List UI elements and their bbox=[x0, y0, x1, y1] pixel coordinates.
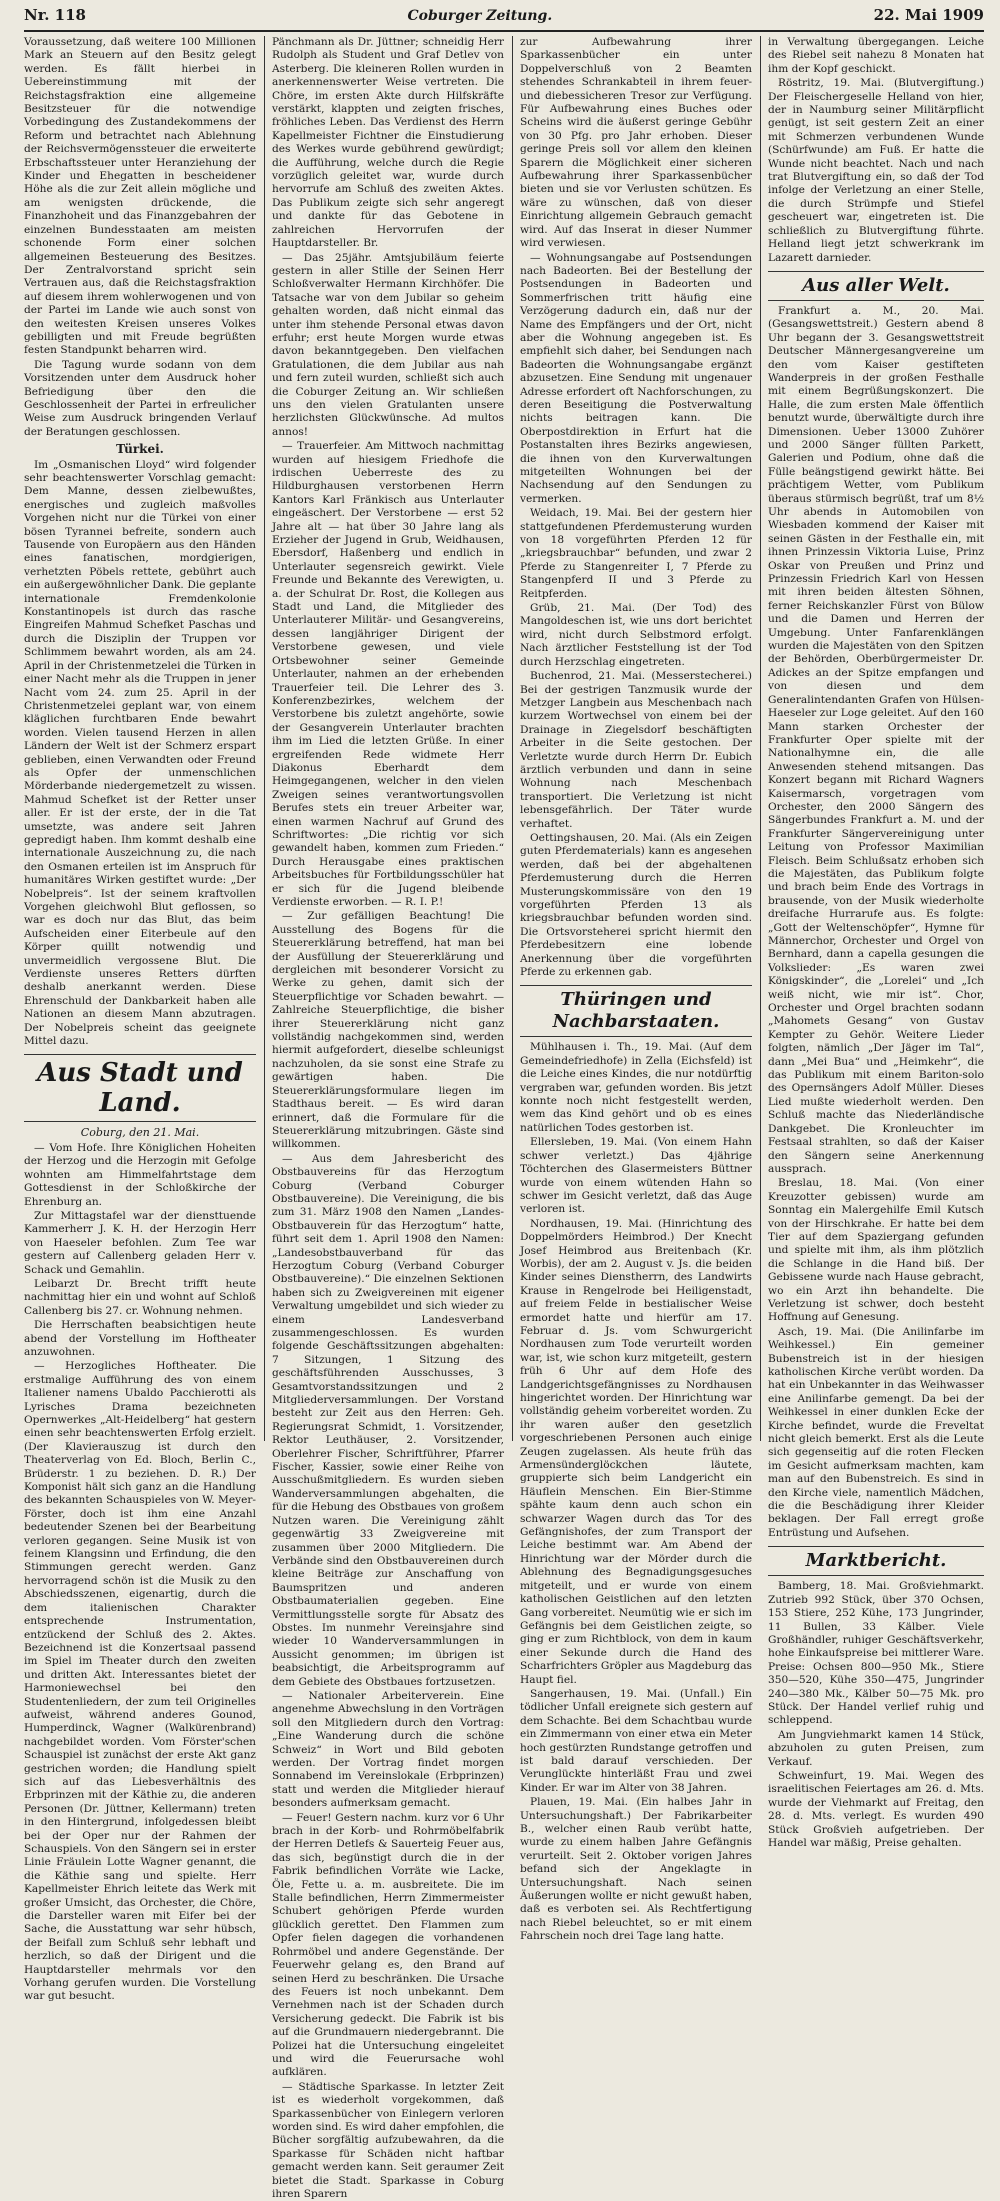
article-text: — Wohnungsangabe auf Postsendungen nach Badeorten. Bei der Bestellung der Postsendungen in Badeorten und Sommerfrischen tritt häufig eine Verzögerung dadurch ein, daß nur der Name des Empfängers und der Ort, nicht aber die Wohnung angegeben ist. Es empfiehlt sich daher, bei Sendungen nach Badeorten die Wohnungsangabe ergänzt abzusetzen. Eine Sendung mit ungenauer Adresse erfordert oft Nachforschungen, zu deren Beseitigung die Postverwaltung nichts beitragen kann. Die Oberpostdirektion in Erfurt hat die Postanstalten ihres Bezirks angewiesen, die ihnen von den Kurverwaltungen mitgeteilten Wohnungen bei der Nachsendung auf den Sendungen zu vermerken. bbox=[520, 251, 752, 505]
article-text: Nordhausen, 19. Mai. (Hinrichtung des Doppelmörders Heimbrod.) Der Knecht Josef Heimbrod aus Breitenbach (Kr. Worbis), der am 2. August v. Js. die beiden Kinder seines Dienstherrn, des Landwirts Krause in Rengelrode bei Heiligenstadt, auf freiem Felde in bestialischer Weise ermordet hatte und hierfür am 17. Februar d. Js. vom Schwurgericht Nordhausen zum Tode verurteilt worden war, ist, wie schon kurz mitgeteilt, gestern früh 6 Uhr auf dem Hofe des Landgerichtsgefängnisses zu Nordhausen hingerichtet worden. Der Hinrichtung war vollständig geheim vorbereitet worden. Zu ihr waren außer den gesetzlich vorgeschriebenen Personen auch einige Zeugen zugelassen. Als heute früh das Armensünderglöckchen läutete, gruppierte sich beim Landgericht ein Häuflein Menschen. Ein Bier-Stimme spähte kaum denn auch schon ein schwarzer Wagen durch das Tor des Gefängnishofes, der zum Transport der Leiche bestimmt war. Am Abend der Hinrichtung war der Mörder durch die Ablehnung des Begnadigungsgesuches mitgeteilt, und er wurde von einem katholischen Geistlichen auf den letzten Gang vorbereitet. Neumütig wie er sich im Gefängnis bei dem Geistlichen zeigte, so ging er zum Richtblock, von dem in kaum einer Sekunde durch die Hand des Scharfrichters Gröpler aus Magdeburg das Haupt fiel. bbox=[520, 1217, 752, 1686]
columns bbox=[24, 36, 984, 2200]
column-rule bbox=[760, 36, 761, 1441]
article-text: in Verwaltung übergegangen. Leiche des Riebel seit nahezu 8 Monaten hat ihm der Kopf geschickt. bbox=[768, 36, 984, 75]
article-text: Sangerhausen, 19. Mai. (Unfall.) Ein tödlicher Unfall ereignete sich gestern auf dem Schachte. Bei dem Schachtbau wurde ein Zimmermann von einer etwa ein Meter hoch gestürzten Rundstange getroffen und ist bald darauf verschieden. Der Verunglückte hinterläßt Frau und zwei Kinder. Er war im Alter von 38 Jahren. bbox=[520, 1687, 752, 1794]
article-text: Frankfurt a. M., 20. Mai. (Gesangswettstreit.) Gestern abend 8 Uhr begann der 3. Gesangswettstreit Deutscher Männergesangvereine um den vom Kaiser gestifteten Wanderpreis in der großen Festhalle mit einem Begrüßungskonzert. Die Halle, die zum ersten Male öffentlich benutzt wurde, überwältigte durch ihre Dimensionen. Ueber 13000 Zuhörer und 2000 Sänger füllten Parkett, Galerien und Podium, ohne daß die Fülle beängstigend gewirkt hätte. Bei prächtigem Wetter, vom Publikum überaus stürmisch begrüßt, traf um 8½ Uhr abends in Automobilen von Wiesbaden kommend der Kaiser mit seinen Gästen in der Festhalle ein, mit ihnen Prinzessin Viktoria Luise, Prinz Oskar von Preußen und Prinz und Prinzessin Friedrich Karl von Hessen mit ihren beiden ältesten Söhnen, ferner Reichskanzler Fürst von Bülow und die Damen und Herren der Umgebung. Unter Fanfarenklängen wurden die Majestäten von den Spitzen der Behörden, Oberbürgermeister Dr. Adickes an der Spitze empfangen und von diesen und dem Generalintendanten Grafen von Hülsen-Haeseler zur Loge geleitet. Auf den 160 Mann starken Orchester der Frankfurter Oper spielte mit der Nationalhymne ein, die alle Anwesenden stehend mitsangen. Das Konzert begann mit Richard Wagners Kaisermarsch, vorgetragen vom Orchester, den 2000 Sängern des Sängerbundes Frankfurt a. M. und der Frankfurter Sängervereinigung unter Leitung von Professor Maximilian Fleisch. Beim Schlußsatz erhoben sich die Majestäten, das Publikum folgte und brach beim Ende des Vortrags in brausende, von der Musik wiederholte dreifache Hurrarufe aus. Es folgte: „Gott der Weltenschöpfer“, Hymne für Männerchor, Orchester und Orgel von Bernhard, dann a capella gesungen die Volkslieder: „Es waren zwei Königskinder“, die „Lorelei“ und „Ich weiß nicht, wie mir ist“. Chor, Orchester und Orgel brachten sodann „Mahomets Gesang“ von Gustav Kempter zu Gehör. Weitere Lieder folgten, nämlich „Der Jäger im Tal“, dann „Mei Bua“ und „Heimkehr“, die das Publikum mit einem Bariton-solo des Opernsängers Adolf Müller. Dieses Lied mußte wiederholt werden. Den Schluß machte das Niederländische Dankgebet. Die Kronleuchter im Festsaal strahlten, so daß der Kaiser den Sängern seine Anerkennung aussprach. bbox=[768, 304, 984, 1175]
article-text: — Nationaler Arbeiterverein. Eine angenehme Abwechslung in den Vorträgen soll den Mitgliedern durch den Vortrag: „Eine Wanderung durch die schöne Schweiz“ in Wort und Bild geboten werden. Der Vortrag findet morgen Sonnabend im Vereinslokale (Erbprinzen) statt und werden die Mitglieder hierauf besonders aufmerksam gemacht. bbox=[272, 1689, 504, 1810]
article-text: Leibarzt Dr. Brecht trifft heute nachmittag hier ein und wohnt auf Schloß Callenberg bis 27. cr. Wohnung nehmen. bbox=[24, 1277, 256, 1317]
article-text: Plauen, 19. Mai. (Ein halbes Jahr in Untersuchungshaft.) Der Fabrikarbeiter B., welcher einen Raub verübt hatte, wurde zu einem halben Jahre Gefängnis verurteilt. Seit 2. Oktober vorigen Jahres befand sich der Angeklagte in Untersuchungshaft. Nach seinen Äußerungen wollte er nicht gewußt haben, daß es verboten sei. Als Rechtfertigung nach Riebel beleuchtet, so er mit einem Fahrschein noch drei Tage lang hatte. bbox=[520, 1796, 752, 1943]
article-text: Bamberg, 18. Mai. Großviehmarkt. Zutrieb 992 Stück, über 370 Ochsen, 153 Stiere, 252 Kühe, 173 Jungrinder, 11 Bullen, 33 Kälber. Viele Großhändler, ruhiger Geschäftsverkehr, hohe Einkaufspreise bei mittlerer Ware. Preise: Ochsen 800—950 Mk., Stiere 350—520, Kühe 350—475, Jungrinder 240—380 Mk., Kälber 50—75 Mk. pro Stück. Der Handel verlief ruhig und schleppend. bbox=[768, 1580, 984, 1727]
column-1 bbox=[24, 36, 256, 2003]
article-text: Pänchmann als Dr. Jüttner; schneidig Herr Rudolph als Student und Graf Detlev von Asterberg. Die kleineren Rollen wurden in anerkennenswerter Weise vertreten. Die Chöre, im ersten Akte durch Hilfskräfte verstärkt, klappten und zeigten frisches, fröhliches Leben. Das Verdienst des Herrn Kapellmeister Fichtner die Einstudierung des Werkes wurde gebührend gewürdigt; die Aufführung, welche durch die Regie vorzüglich geleitet war, wurde durch hervorrufe am Schluß des zweiten Aktes. Das Publikum zeigte sich sehr angeregt und dankte für das Gebotene in zahlreichen Hervorrufen der Hauptdarsteller. Br. bbox=[272, 36, 504, 250]
article-text: — Feuer! Gestern nachm. kurz vor 6 Uhr brach in der Korb- und Rohrmöbelfabrik der Herren Detlefs & Sauerteig Feuer aus, das sich, begünstigt durch die in der Fabrik befindlichen Vorräte wie Lacke, Öle, Fette u. a. m. ausbreitete. Die im Stalle befindlichen, Herrn Zimmermeister Schubert gehörigen Pferde wurden glücklich gerettet. Den Flammen zum Opfer fielen dagegen die vorhandenen Rohrmöbel und andere Gegenstände. Der Feuerwehr gelang es, den Brand auf seinen Herd zu beschränken. Die Ursache des Feuers ist noch unbekannt. Dem Vernehmen nach ist der Schaden durch Versicherung gedeckt. Die Fabrik ist bis auf die Grundmauern niedergebrannt. Die Polizei hat die Untersuchung eingeleitet und wird die Feuerursache wohl aufklären. bbox=[272, 1811, 504, 2079]
article-text: Schweinfurt, 19. Mai. Wegen des israelitischen Feiertages am 26. d. Mts. wurde der Viehmarkt auf Freitag, den 28. d. Mts. verlegt. Es wurden 490 Stück Großvieh aufgetrieben. Der Handel war mäßig, Preise gehalten. bbox=[768, 1769, 984, 1849]
article-text: Oettingshausen, 20. Mai. (Als ein Zeigen guten Pferdematerials) kann es angesehen werden, daß bei der abgehaltenen Pferdemusterung durch die Herren Musterungskommissäre von den 19 vorgeführten Pferden 13 als kriegsbrauchbar befunden worden sind. Die Ortsvorsteherei spricht hiermit den Pferdebesitzern eine lobende Anerkennung über die vorgeführten Pferde zu erkennen gab. bbox=[520, 831, 752, 979]
article-text: Ellersleben, 19. Mai. (Von einem Hahn schwer verletzt.) Das 4jährige Töchterchen des Glasermeisters Büttner wurde von einem wütenden Hahn so schwer im Gesicht verletzt, daß das Auge verloren ist. bbox=[520, 1136, 752, 1216]
article-text: — Aus dem Jahresbericht des Obstbauvereins für das Herzogtum Coburg (Verband Coburger Obstbauvereine). Die Vereinigung, die bis zum 31. März 1908 den Namen „Landes-Obstbauverein für das Herzogtum“ hatte, führt seit dem 1. April 1908 den Namen: „Landesobstbauverband für das Herzogtum Coburg (Verband Coburger Obstbauvereine).“ Die einzelnen Sektionen haben sich zu Zweigvereinen mit eigener Verwaltung umgebildet und sich wieder zu einem Landesverband zusammengeschlossen. Es wurden folgende Geschäftssitzungen abgehalten: 7 Sitzungen, 1 Sitzung des geschäftsführenden Ausschusses, 3 Gesamtvorstandssitzungen und 2 Mitgliederversammlungen. Der Vorstand besteht zur Zeit aus den Herren: Geh. Regierungsrat Schmidt, 1. Vorsitzender, Rektor Leuthäuser, 2. Vorsitzender, Oberlehrer Fischer, Schriftführer, Pfarrer Fischer, Kassier, sowie einer Reihe von Ausschußmitgliedern. Es wurden sieben Wanderversammlungen abgehalten, die für die Hebung des Obstbaues von großem Nutzen waren. Die Vereinigung zählt gegenwärtig 33 Zweigvereine mit zusammen über 2000 Mitgliedern. Die Verbände sind den Obstbauvereinen durch kleine Beiträge zur Anschaffung von Baumspritzen und anderen Obstbaumaterialien gegeben. Eine Vermittlungsstelle sorgte für Absatz des Obstes. Im nunmehr Vereinsjahre sind wieder 10 Wanderversammlungen in Aussicht genommen; im übrigen ist beabsichtigt, die Arbeitsprogramm auf dem Gebiete des Obstbaues fortzusetzen. bbox=[272, 1152, 504, 1688]
section-heading: Aus Stadt und Land. bbox=[24, 1054, 256, 1122]
column-3 bbox=[520, 36, 752, 1943]
article-text: — Herzogliches Hoftheater. Die erstmalige Aufführung des von einem Italiener namens Ubaldo Pacchierotti als Lyrisches Drama bezeichneten Opernwerkes „Alt-Heidelberg“ hat gestern einen sehr beachtenswerten Erfolg erzielt. (Der Klavierauszug ist durch den Theaterverlag von Ed. Bloch, Berlin C., Brüderstr. 1 zu beziehen. D. R.) Der Komponist hält sich ganz an die Handlung des bekannten Schauspieles von W. Meyer-Förster, doch ist ihm eine Anzahl bedeutender Szenen bei der Bearbeitung verloren gegangen. Seine Musik ist von feinem Klangsinn und Erfindung, die den Stimmungen gerecht werden. Ganz hervorragend schön ist die Musik zu den Abschiedsszenen, eigenartig, durch die dem italienischen Charakter entsprechende Instrumentation, entzückend der Schluß des 2. Aktes. Bezeichnend ist die Konzertsaal passend im Spiel im Theater durch den zweiten und dritten Akt. Interessantes bietet der Harmoniewechsel bei den Studentenliedern, der zum teil Originelles aufweist, während anderes Gounod, Humperdinck, Wagner (Walkürenbrand) nachgebildet worden. Vom Förster'schen Schauspiel ist zunächst der erste Akt ganz gestrichen worden; die Handlung spielt sich auf das Liebesverhältnis des Erbprinzen mit der Käthie zu, die anderen Personen (Dr. Jüttner, Kellermann) treten in den Hintergrund, infolgedessen bleibt bei der Oper nur der Rahmen der Schauspiels. Von den Sängern sei in erster Linie Fräulein Lotte Wagner genannt, die die Käthie sang und spielte. Herr Kapellmeister Ehrich leitete das Werk mit großer Umsicht, das Orchester, die Chöre, die Darsteller waren mit Eifer bei der Sache, die Ausstattung war sehr hübsch, der Beifall zum Schluß sehr lebhaft und herzlich, so daß der Dirigent und die Hauptdarsteller mehrmals vor den Vorhang gerufen wurden. Die Vorstellung war gut besucht. bbox=[24, 1360, 256, 2003]
column-4 bbox=[768, 36, 984, 1849]
article-text: — Trauerfeier. Am Mittwoch nachmittag wurden auf hiesigem Friedhofe die irdischen Ueberreste des zu Hildburghausen verstorbenen Herrn Kantors Karl Fränkisch aus Unterlauter eingeäschert. Der Verstorbene — erst 52 Jahre alt — hat über 30 Jahre lang als Erzieher der Jugend in Grub, Weidhausen, Ebersdorf, Haßenberg und endlich in Unterlauter segensreich gewirkt. Viele Freunde und Bekannte des Verewigten, u. a. der Schulrat Dr. Rost, die Kollegen aus Stadt und Land, die Mitglieder des Unterlauterer Militär- und Gesangvereins, dessen langjähriger Dirigent der Verstorbene gewesen, und viele Ortsbewohner seiner Gemeinde Unterlauter, nahmen an der erhebenden Trauerfeier teil. Die Lehrer des 3. Konferenzbezirkes, welchem der Verstorbene bis zuletzt angehörte, sowie der Gesangverein Unterlauter brachten ihm im Lied die letzten Grüße. In einer ergreifenden Rede widmete Herr Diakonus Eberhardt dem Heimgegangenen, welcher in den vielen Zweigen seines verantwortungsvollen Berufes stets ein treuer Arbeiter war, einen warmen Nachruf auf Grund des Schriftwortes: „Die richtig vor sich gewandelt haben, kommen zum Frieden.“ Durch Herausgabe eines praktischen Arbeitsbuches für Fortbildungsschüler hat er sich für die Jugend bleibende Verdienste erworben. — R. I. P.! bbox=[272, 440, 504, 908]
issue-number: Nr. 118 bbox=[24, 6, 86, 24]
article-text: Weidach, 19. Mai. Bei der gestern hier stattgefundenen Pferdemusterung wurden von 18 vorgeführten Pferden 12 für „kriegsbrauchbar“ befunden, und zwar 2 Pferde zu Stangenreiter I, 7 Pferde zu Stangenpferd II und 3 Pferde zu Reitpferden. bbox=[520, 507, 752, 600]
masthead bbox=[24, 6, 984, 32]
column-2 bbox=[272, 36, 504, 2200]
article-text: Grüb, 21. Mai. (Der Tod) des Mangoldeschen ist, wie uns dort berichtet wird, nicht durch Selbstmord erfolgt. Nach ärztlicher Feststellung ist der Tod durch Herzschlag eingetreten. bbox=[520, 602, 752, 668]
article-text: — Städtische Sparkasse. In letzter Zeit ist es wiederholt vorgekommen, daß Sparkassenbücher von Einlegern verloren worden sind. Es wird daher empfohlen, die Bücher sorgfältig aufzubewahren, da die Sparkasse für Schäden nicht haftbar gemacht werden kann. Seit geraumer Zeit bietet die Stadt. Sparkasse in Coburg ihren Sparern bbox=[272, 2080, 504, 2200]
newspaper-title: Coburger Zeitung. bbox=[407, 8, 553, 24]
issue-date: 22. Mai 1909 bbox=[873, 6, 984, 24]
article-text: — Das 25jähr. Amtsjubiläum feierte gestern in aller Stille der Seinen Herr Schloßverwalter Hermann Kirchhöfer. Die Tatsache war von dem Jubilar so geheim gehalten worden, daß nicht einmal das unter ihm stehende Personal etwas davon erfuhr; erst heute Morgen wurde etwas davon bekanntgegeben. Den vielfachen Gratulationen, die dem Jubilar aus nah und fern zuteil wurden, schließt sich auch die Coburger Zeitung an. Wir schließen uns den vielen Gratulanten unsere herzlichsten Glückwünsche. Ad multos annos! bbox=[272, 251, 504, 438]
column-rule bbox=[512, 36, 513, 1441]
article-text: Buchenrod, 21. Mai. (Messerstecherei.) Bei der gestrigen Tanzmusik wurde der Metzger Langbein aus Meschenbach nach kurzem Wortwechsel von einem bei der Drainage in Ziegelsdorf beschäftigten Arbeiter in die Seite gestochen. Der Verletzte wurde durch Herrn Dr. Eubich ärztlich verbunden und dann in seine Wohnung nach Meschenbach transportiert. Die Verletzung ist nicht lebensgefährlich. Der Täter wurde verhaftet. bbox=[520, 670, 752, 830]
article-heading: Türkei. bbox=[116, 442, 164, 457]
article-text: Am Jungviehmarkt kamen 14 Stück, abzuholen zu guten Preisen, zum Verkauf. bbox=[768, 1728, 984, 1768]
dateline: Coburg, den 21. Mai. bbox=[80, 1126, 200, 1140]
article-text: Die Herrschaften beabsichtigen heute abend der Vorstellung im Hoftheater anzuwohnen. bbox=[24, 1319, 256, 1358]
article-text: Röstritz, 19. Mai. (Blutvergiftung.) Der Fleischergeselle Helland von hier, der in Naumburg seiner Militärpflicht genügt, ist seit gestern Zeit an einer mit Schmerzen verbundenen Wunde (Schürfwunde) am Fuß. Er hatte die Wunde nicht beachtet. Nach und nach trat Blutvergiftung ein, so daß der Tod infolge der Verletzung an einer Stelle, die durch Strümpfe und Stiefel gescheuert war, eingetreten ist. Die schließlich zu Blutvergiftung führte. Helland liegt jetzt schwerkrank im Lazarett darnieder. bbox=[768, 77, 984, 264]
article-text: — Vom Hofe. Ihre Königlichen Hoheiten der Herzog und die Herzogin mit Gefolge wohnten am Himmelfahrtstage dem Gottesdienst in der Schloßkirche der Ehrenburg an. bbox=[24, 1141, 256, 1208]
section-heading: Marktbericht. bbox=[768, 1546, 984, 1576]
article-text: Im „Osmanischen Lloyd“ wird folgender sehr beachtenswerter Vorschlag gemacht: Dem Manne, dessen zielbewußtes, energisches und zugleich maßvolles Vorgehen nicht nur die Türkei von einer bösen Tyrannei befreite, sondern auch Tausende von Europäern aus den Händen eines fanatischen, mordgierigen, verhetzten Pöbels rettete, gebührt auch ein außergewöhnlicher Dank. Die geplante internationale Fremdenkolonie Konstantinopels ist durch das rasche Eingreifen Mahmud Schefket Paschas und durch die Disziplin der Truppen vor Schlimmem bewahrt worden, als am 24. April in der Christenmetzelei die Türken in einer Nacht mehr als die Truppen in jener Nacht vom 24. zum 25. April in der Christenmetzelei geplant war, von einem kläglichen furchtbaren Ende bewahrt worden. Vielen tausend Herzen in allen Ländern der Welt ist der Schmerz erspart geblieben, einen Verwandten oder Freund als Opfer der unmenschlichen Mörderbande niedergemetzelt zu wissen. Mahmud Schefket ist der Retter unser aller. Er ist der erste, der in die Tat umsetzte, was andere seit Jahren gepredigt haben. Ihm kommt deshalb eine internationale Auszeichnung zu, die nach den Osmanen erteilen ist im Anspruch für humanitäres Wirken gestiftet wurde: „Der Nobelpreis“. Ist der seinem kraftvollen Vorgehen gleichwohl Blut geflossen, so war es doch nur das Blut, das beim Aufscheiden einer Eiterbeule auf den Körper quillt notwendig und unvermeidlich vergossene Blut. Die Verdienste unseres Retters dürften deshalb anerkannt werden. Diese Ehrenschuld der Dankbarkeit haben alle Nationen an diesem Mann abzutragen. Der Nobelpreis scheint das geeignete Mittel dazu. bbox=[24, 458, 256, 1048]
column-rule bbox=[264, 36, 265, 1441]
section-heading: Aus aller Welt. bbox=[768, 271, 984, 301]
article-text: Breslau, 18. Mai. (Von einer Kreuzotter gebissen) wurde am Sonntag ein Malergehilfe Emil Kutsch von der Hirschkrahe. Er hatte bei dem Tier auf dem Spaziergang gefunden und spielte mit ihm, als ihm plötzlich die Schlange in die Hand biß. Der Gebissene wurde nach Hause gebracht, wo ein Arzt ihn behandelte. Die Verletzung ist schwer, doch besteht Hoffnung auf Genesung. bbox=[768, 1177, 984, 1324]
article-text: zur Aufbewahrung ihrer Sparkassenbücher ein unter Doppelverschluß von 2 Beamten stehendes Schrankabteil in ihrem feuer- und diebessicheren Tresor zur Verfügung. Für Aufbewahrung eines Buches oder Scheins wird die äußerst geringe Gebühr von 30 Pfg. pro Jahr erhoben. Dieser geringe Preis soll vor allem den kleinen Sparern die Möglichkeit einer sicheren Aufbewahrung ihrer Sparkassenbücher bieten und sie vor Verlusten schützen. Es wäre zu wünschen, daß von dieser Einrichtung allgemein Gebrauch gemacht wird. Auf das Inserat in dieser Nummer wird verwiesen. bbox=[520, 36, 752, 250]
section-heading: Thüringen und Nachbarstaaten. bbox=[520, 985, 752, 1037]
article-text: Mühlhausen i. Th., 19. Mai. (Auf dem Gemeindefriedhofe) in Zella (Eichsfeld) ist die Leiche eines Kindes, die nur notdürftig vergraben war, gefunden worden. Bis jetzt konnte noch nicht festgestellt werden, wem das Kind gehört und ob es eines natürlichen Todes gestorben ist. bbox=[520, 1041, 752, 1134]
article-text: Voraussetzung, daß weitere 100 Millionen Mark an Steuern auf den Besitz gelegt werden. Es fällt hierbei in Uebereinstimmung mit der Reichstagsfraktion eine allgemeine Besitzsteuer für die notwendige Vorbedingung des Zustandekommens der Reform und betrachtet nach Ablehnung der Reichsvermögenssteuer die erweiterte Erbschaftssteuer unter Heranziehung der Kinder und Ehegatten in bescheidener Höhe als die zur Zeit allein mögliche und am wenigsten drückende, die Finanzhoheit und das Finanzgebahren der einzelnen Bundesstaaten am meisten schonende Form einer solchen allgemeinen Besteuerung des Besitzes. Der Zentralvorstand spricht sein Vertrauen aus, daß die Reichstagsfraktion auf diesem ihrem wohlerwogenen und von der Partei im Lande wie auch sonst von den weitesten Kreisen unseres Volkes gebilligten und mit Freude begrüßten festen Standpunkt beharren wird. bbox=[24, 36, 256, 357]
article-text: Zur Mittagstafel war der diensttuende Kammerherr J. K. H. der Herzogin Herr von Haeseler befohlen. Zum Tee war gestern auf Callenberg geladen Herr v. Schack und Gemahlin. bbox=[24, 1209, 256, 1276]
article-text: — Zur gefälligen Beachtung! Die Ausstellung des Bogens für die Steuererklärung betreffend, hat man bei der Ausfüllung der Steuererklärung und dergleichen mit besonderer Vorsicht zu Werke zu gehen, damit sich der Steuerpflichtige vor Schaden bewahrt. — Zahlreiche Steuerpflichtige, die bisher ihrer Steuererklärung nicht ganz vollständig nachgekommen sind, werden hiermit aufgefordert, dieselbe schleunigst nachzuholen, da sie sonst eine Strafe zu gewärtigen haben. Die Steuererklärungsformulare liegen im Stadthaus bereit. — Es wird daran erinnert, daß die Formulare für die Steuererklärung mitzubringen. Gäste sind willkommen. bbox=[272, 910, 504, 1151]
article-text: Asch, 19. Mai. (Die Anilinfarbe im Weihkessel.) Ein gemeiner Bubenstreich ist in der hiesigen katholischen Kirche verübt worden. Da hat ein Unbekannter in das Weihwasser eine Anilinfarbe gemengt. Da bei der Weihkessel in einer dunklen Ecke der Kirche befindet, wurde die Freveltat nicht gleich bemerkt. Erst als die Leute sich gegenseitig auf die roten Flecken im Gesicht aufmerksam machten, kam man auf den Bubenstreich. Es sind in den Kirche viele, namentlich Mädchen, die die Beschädigung ihrer Kleider beklagen. Der Fall erregt große Entrüstung und Aufsehen. bbox=[768, 1325, 984, 1539]
article-text: Die Tagung wurde sodann von dem Vorsitzenden unter dem Ausdruck hoher Befriedigung über den die Geschlossenheit der Partei in erfreulicher Weise zum Ausdruck bringenden Verlauf der Beratungen geschlossen. bbox=[24, 358, 256, 438]
